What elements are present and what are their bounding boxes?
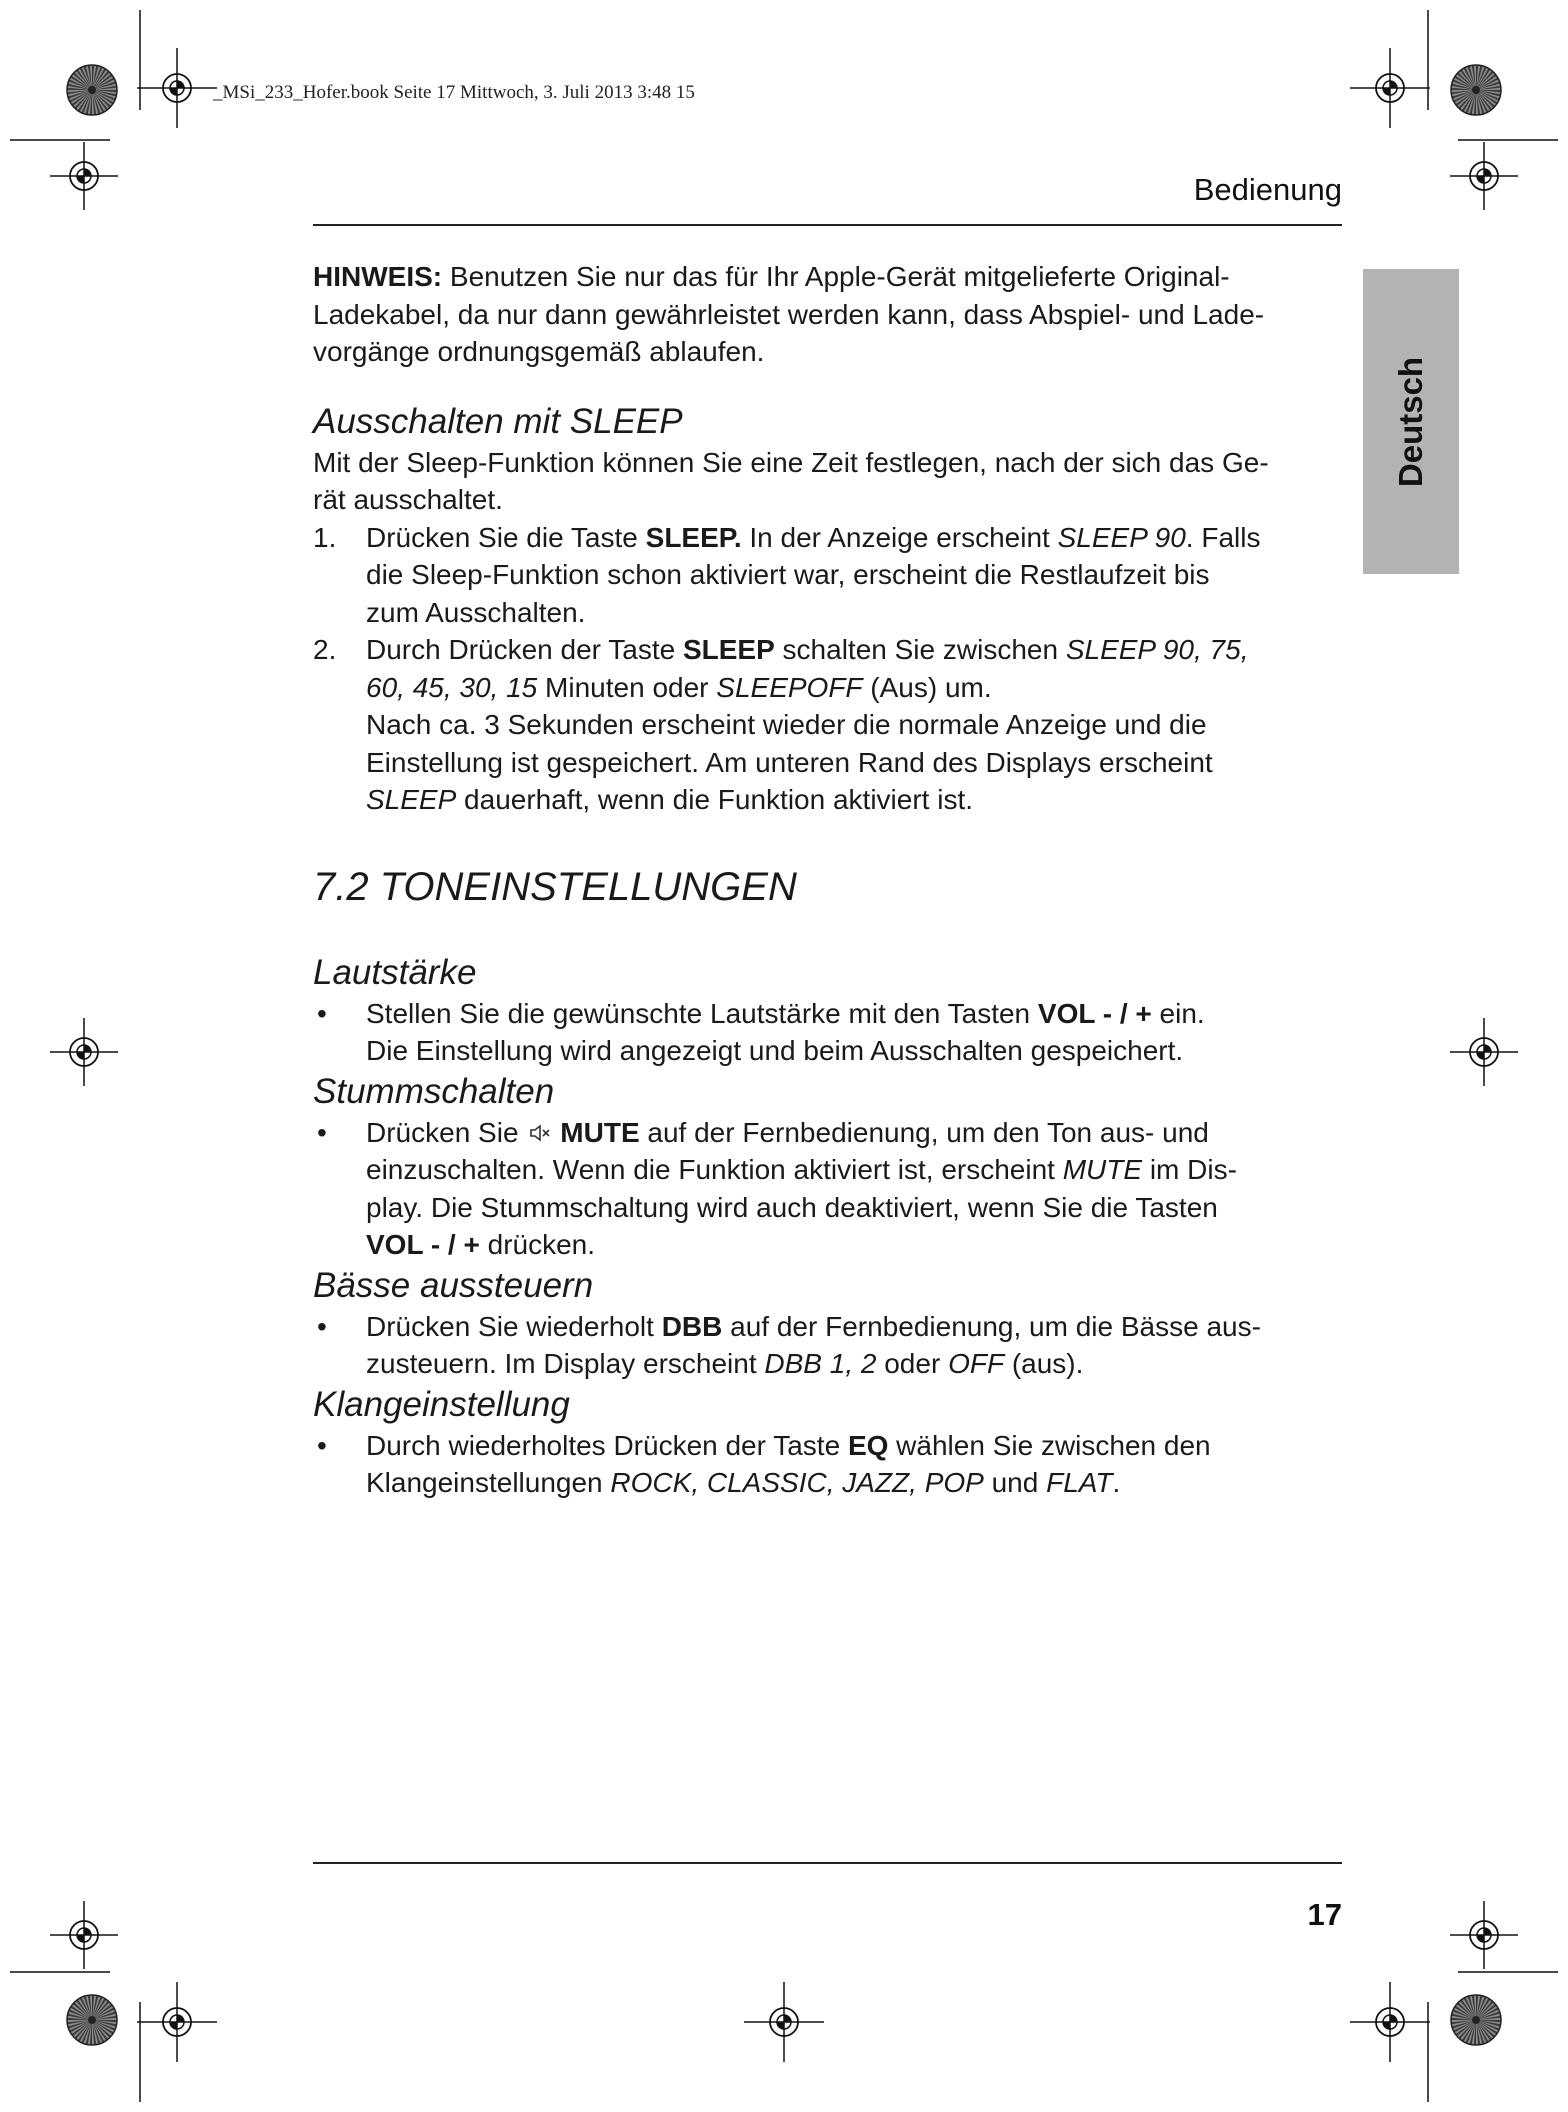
registration-mark-icon: [137, 48, 217, 128]
sleep-intro-line-1: Mit der Sleep-Funktion können Sie eine Zeit festlegen, nach der sich das Ge-: [313, 446, 1269, 478]
slug-line: _MSi_233_Hofer.book Seite 17 Mittwoch, 3. Juli 2013 3:48 15: [213, 82, 695, 103]
item-text: .: [1112, 1467, 1121, 1498]
heading-sleep: Ausschalten mit SLEEP: [313, 401, 683, 441]
display-text: MUTE: [1062, 1154, 1143, 1185]
page-content: [313, 258, 1345, 1502]
display-text: OFF: [948, 1348, 1005, 1379]
item-text: ein.: [1151, 997, 1205, 1029]
registration-mark-icon: [1350, 48, 1430, 128]
header-rule: [313, 224, 1342, 226]
note-label: HINWEIS:: [313, 261, 443, 292]
running-head: Bedienung: [1193, 172, 1342, 207]
display-text: SLEEP 90, 75,: [1065, 634, 1249, 665]
language-tab: [1363, 269, 1459, 574]
step-text: Einstellung ist gespeichert. Am unteren Rand des Displays erscheint: [366, 746, 1213, 778]
heading-sound: Klangeinstellung: [313, 1384, 570, 1424]
sleep-intro-line-2: rät ausschaltet.: [313, 484, 503, 515]
item-text: Klangeinstellungen: [366, 1467, 611, 1498]
key-mute: MUTE: [560, 1116, 640, 1148]
sleep-step-1: [313, 519, 1345, 632]
speaker-mute-icon: [528, 1121, 552, 1145]
heading-bass: Bässe aussteuern: [313, 1265, 594, 1305]
mute-bullet-item: [313, 1114, 1345, 1264]
key-eq: EQ: [847, 1429, 889, 1461]
section-title: 7.2 TONEINSTELLUNGEN: [313, 864, 797, 909]
registration-mark-icon: [137, 1982, 217, 2062]
page-number: 17: [1307, 1897, 1342, 1932]
item-text: Durch wiederholtes Drücken der Taste: [366, 1429, 848, 1461]
display-text: 60, 45, 30, 15: [366, 671, 538, 703]
footer-rule: [313, 1862, 1342, 1864]
item-text: einzuschalten. Wenn die Funktion aktiviert ist, erscheint: [366, 1154, 1063, 1185]
color-registration-wheel-icon: [1451, 65, 1501, 115]
step-text: Drücken Sie die Taste: [366, 521, 646, 553]
item-text: Drücken Sie: [366, 1116, 527, 1148]
item-text: Drücken Sie wiederholt: [366, 1310, 662, 1342]
registration-mark-icon: [1350, 1982, 1430, 2062]
display-text: SLEEPOFF: [716, 671, 863, 703]
key-sleep: SLEEP: [682, 634, 775, 665]
item-text: und: [983, 1467, 1047, 1498]
key-vol: VOL - / +: [366, 1229, 480, 1260]
bullet: •: [317, 1429, 327, 1461]
item-text: wählen Sie zwischen den: [888, 1429, 1211, 1461]
registration-mark-icon: [744, 1982, 824, 2062]
note-paragraph: [313, 258, 1345, 371]
display-text: SLEEP: [366, 784, 457, 815]
key-vol: VOL - / +: [1037, 997, 1152, 1029]
display-text: DBB 1, 2: [764, 1348, 877, 1379]
step-text: zum Ausschalten.: [366, 596, 586, 628]
step-text: . Falls: [1185, 521, 1261, 553]
color-registration-wheel-icon: [67, 65, 117, 115]
language-tab-label: Deutsch: [1392, 356, 1429, 487]
item-text: oder: [876, 1348, 949, 1379]
step-text: Minuten oder: [537, 671, 717, 703]
note-line-3: vorgänge ordnungsgemäß ablaufen.: [313, 336, 765, 367]
item-text: Stellen Sie die gewünschte Lautstärke mit den Tasten: [366, 997, 1038, 1029]
sleep-intro: [313, 444, 1345, 519]
registration-mark-icon: [1450, 142, 1518, 210]
display-text: FLAT: [1046, 1467, 1113, 1498]
step-text: die Sleep-Funktion schon aktiviert war, erscheint die Restlaufzeit bis: [366, 559, 1210, 590]
color-registration-wheel-icon: [67, 1995, 117, 2045]
sleep-step-2: [313, 631, 1345, 819]
sound-bullet-item: [313, 1427, 1345, 1502]
display-text: ROCK, CLASSIC, JAZZ, POP: [610, 1467, 984, 1498]
item-text: Die Einstellung wird angezeigt und beim Ausschalten gespeichert.: [366, 1035, 1184, 1066]
display-text: SLEEP 90: [1057, 521, 1186, 553]
color-registration-wheel-icon: [1451, 1995, 1501, 2045]
heading-mute: Stummschalten: [313, 1071, 555, 1111]
registration-mark-icon: [50, 142, 118, 210]
item-text: im Dis-: [1142, 1154, 1237, 1185]
step-text: schalten Sie zwischen: [774, 634, 1066, 665]
registration-mark-icon: [1450, 1018, 1518, 1086]
heading-volume: Lautstärke: [313, 952, 477, 992]
step-text: Nach ca. 3 Sekunden erscheint wieder die normale Anzeige und die: [366, 709, 1207, 740]
bullet: •: [317, 997, 327, 1029]
item-text: drücken.: [479, 1229, 596, 1260]
step-text: (Aus) um.: [862, 671, 992, 703]
item-text: play. Die Stummschaltung wird auch deaktiviert, wenn Sie die Tasten: [366, 1191, 1218, 1223]
bass-bullet-item: [313, 1308, 1345, 1383]
item-text: zusteuern. Im Display erscheint: [366, 1348, 765, 1379]
note-line-2: Ladekabel, da nur dann gewährleistet werden kann, dass Abspiel- und Lade-: [313, 298, 1265, 330]
item-text: (aus).: [1004, 1348, 1084, 1379]
step-number: 1.: [313, 521, 337, 553]
step-number: 2.: [313, 634, 337, 665]
note-line-1: Benutzen Sie nur das für Ihr Apple-Gerät mitgelieferte Original-: [449, 261, 1230, 292]
volume-bullet-item: [313, 995, 1345, 1070]
key-sleep: SLEEP.: [645, 521, 742, 553]
registration-mark-icon: [50, 1018, 118, 1086]
item-text: auf der Fernbedienung, um den Ton aus- und: [639, 1116, 1209, 1148]
item-text: auf der Fernbedienung, um die Bässe aus-: [722, 1310, 1261, 1342]
step-text: Durch Drücken der Taste: [366, 634, 683, 665]
step-text: dauerhaft, wenn die Funktion aktiviert ist.: [456, 784, 973, 815]
bullet: •: [317, 1310, 327, 1342]
registration-mark-icon: [50, 1901, 118, 1969]
key-dbb: DBB: [661, 1310, 723, 1342]
registration-mark-icon: [1450, 1901, 1518, 1969]
step-text: In der Anzeige erscheint: [741, 521, 1058, 553]
bullet: •: [317, 1116, 327, 1148]
